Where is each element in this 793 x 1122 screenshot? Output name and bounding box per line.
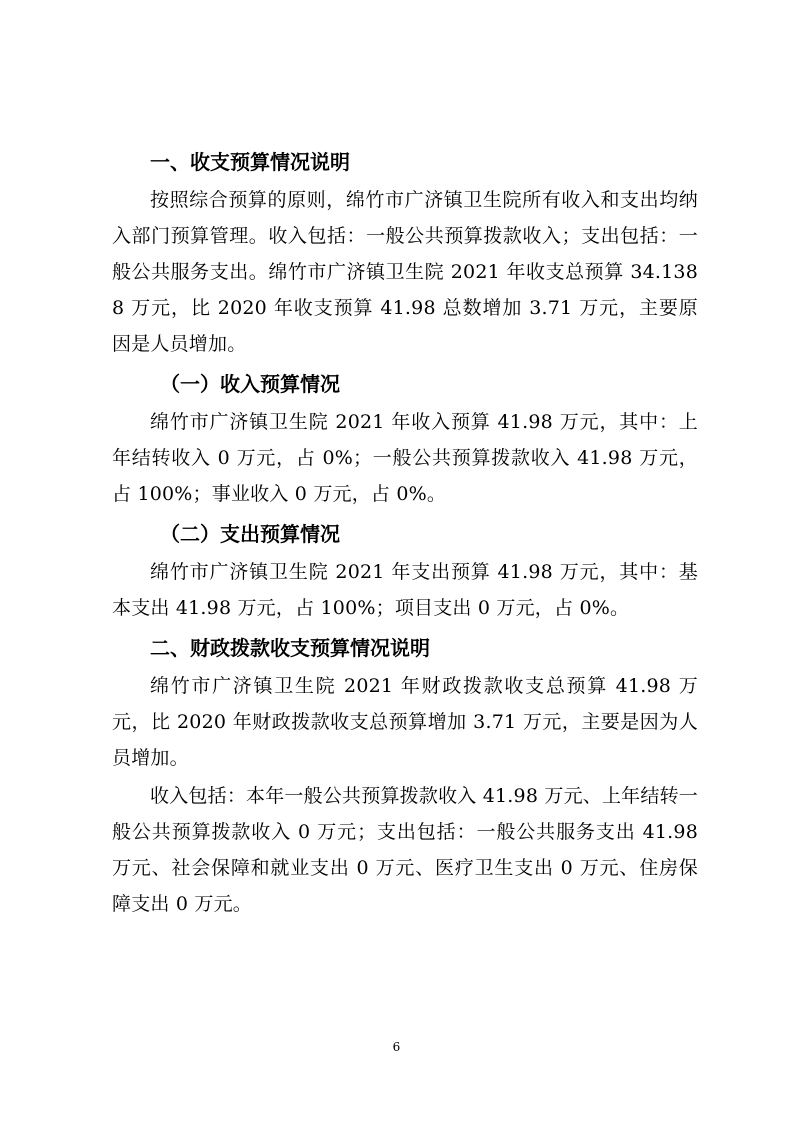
expenditure-budget-paragraph: 绵竹市广济镇卫生院 2021 年支出预算 41.98 万元，其中：基本支出 41.98 万元，占 100%；项目支出 0 万元，占 0%。: [112, 561, 698, 619]
expenditure-budget-heading: （二）支出预算情况: [160, 522, 340, 546]
page-number: 6: [392, 1040, 401, 1054]
section-2-paragraph-2: 收入包括：本年一般公共预算拨款收入 41.98 万元、上年结转一般公共预算拨款收入 0 万元；支出包括：一般公共服务支出 41.98 万元、社会保障和就业支出 0 万元、医疗卫生支出 0 万元、住房保障支出 0 万元。: [112, 785, 698, 915]
income-budget-paragraph: 绵竹市广济镇卫生院 2021 年收入预算 41.98 万元，其中：上年结转收入 0 万元，占 0%；一般公共预算拨款收入 41.98 万元，占 100%；事业收入 0 万元，占 0%。: [112, 411, 698, 505]
document-body: [112, 142, 698, 924]
income-budget-heading: （一）收入预算情况: [160, 372, 340, 396]
section-2-paragraph-1: 绵竹市广济镇卫生院 2021 年财政拨款收支总预算 41.98 万元，比 2020 年财政拨款收支总预算增加 3.71 万元，主要是因为人员增加。: [112, 675, 698, 769]
section-1-paragraph: 按照综合预算的原则，绵竹市广济镇卫生院所有收入和支出均纳入部门预算管理。收入包括：一般公共预算拨款收入；支出包括：一般公共服务支出。绵竹市广济镇卫生院 2021 年收支总预算 34.1388 万元，比 2020 年收支预算 41.98 总数增加 3.71 万元，主要原因是人员增加。: [112, 189, 698, 355]
section-1-heading: 一、收支预算情况说明: [150, 150, 350, 174]
section-2-heading: 二、财政拨款收支预算情况说明: [150, 636, 430, 660]
